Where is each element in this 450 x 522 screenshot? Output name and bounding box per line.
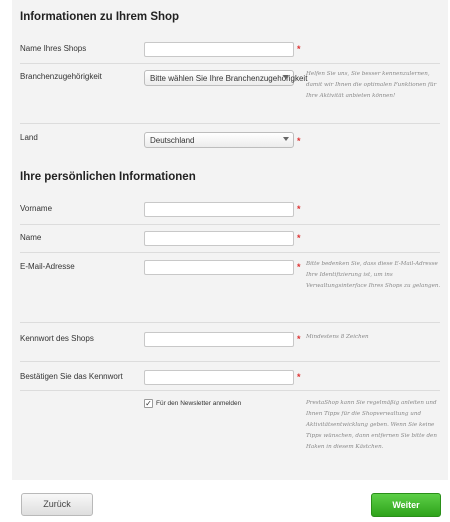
divider [20, 361, 440, 362]
confirm-password-label: Bestätigen Sie das Kennwort [20, 372, 123, 381]
newsletter-checkbox[interactable]: ✓ [145, 399, 152, 408]
newsletter-label[interactable]: Für den Newsletter anmelden [156, 400, 242, 407]
email-help-text: Bitte bedenken Sie, dass diese E-Mail-Adresse Ihre Identifizierung ist, um ins Verwaltungsinterface Ihres Shops zu gelangen. [306, 261, 441, 289]
industry-select-value: Bitte wählen Sie Ihre Branchenzugehörigkeit [150, 74, 308, 83]
divider [20, 252, 440, 253]
firstname-input[interactable] [144, 202, 294, 217]
required-marker: * [297, 334, 301, 344]
chevron-down-icon [283, 75, 289, 79]
required-marker: * [297, 372, 301, 382]
shop-name-label: Name Ihres Shops [20, 44, 87, 53]
next-button[interactable]: Weiter [371, 493, 441, 517]
chevron-down-icon [283, 137, 289, 141]
lastname-label: Name [20, 233, 42, 242]
divider [20, 123, 440, 124]
shop-section-title: Informationen zu Ihrem Shop [20, 11, 180, 23]
divider [20, 224, 440, 225]
required-marker: * [297, 204, 301, 214]
email-input[interactable] [144, 260, 294, 275]
required-marker: * [297, 262, 301, 272]
divider [20, 322, 440, 323]
password-label: Kennwort des Shops [20, 334, 94, 343]
country-select-value: Deutschland [150, 136, 195, 145]
divider [20, 63, 440, 64]
email-label: E-Mail-Adresse [20, 262, 75, 271]
shop-name-input[interactable] [144, 42, 294, 57]
lastname-input[interactable] [144, 231, 294, 246]
firstname-label: Vorname [20, 204, 53, 213]
back-button[interactable]: Zurück [21, 493, 93, 516]
industry-help-text: Helfen Sie uns, Sie besser kennenzulernen, damit wir Ihnen die optimalen Funktionen für Ihre Aktivität anbieten können! [306, 71, 437, 99]
password-input[interactable] [144, 332, 294, 347]
required-marker: * [297, 233, 301, 243]
confirm-password-input[interactable] [144, 370, 294, 385]
required-marker: * [297, 136, 301, 146]
newsletter-help-text: PrestaShop kann Sie regelmäßig anleiten und Ihnen Tipps für die Shopverwaltung und Aktivitätsentwicklung geben. Wenn Sie keine Tipps wünschen, dann entfernen Sie bitte den Haken in diesem Kästchen. [306, 400, 437, 450]
industry-label: Branchenzugehörigkeit [20, 72, 102, 81]
required-marker: * [297, 44, 301, 54]
divider [20, 390, 440, 391]
country-label: Land [20, 133, 38, 142]
password-help-text: Mindestens 8 Zeichen [306, 334, 369, 340]
country-select[interactable] [144, 132, 294, 148]
personal-section-title: Ihre persönlichen Informationen [20, 171, 196, 183]
industry-select[interactable] [144, 70, 308, 86]
